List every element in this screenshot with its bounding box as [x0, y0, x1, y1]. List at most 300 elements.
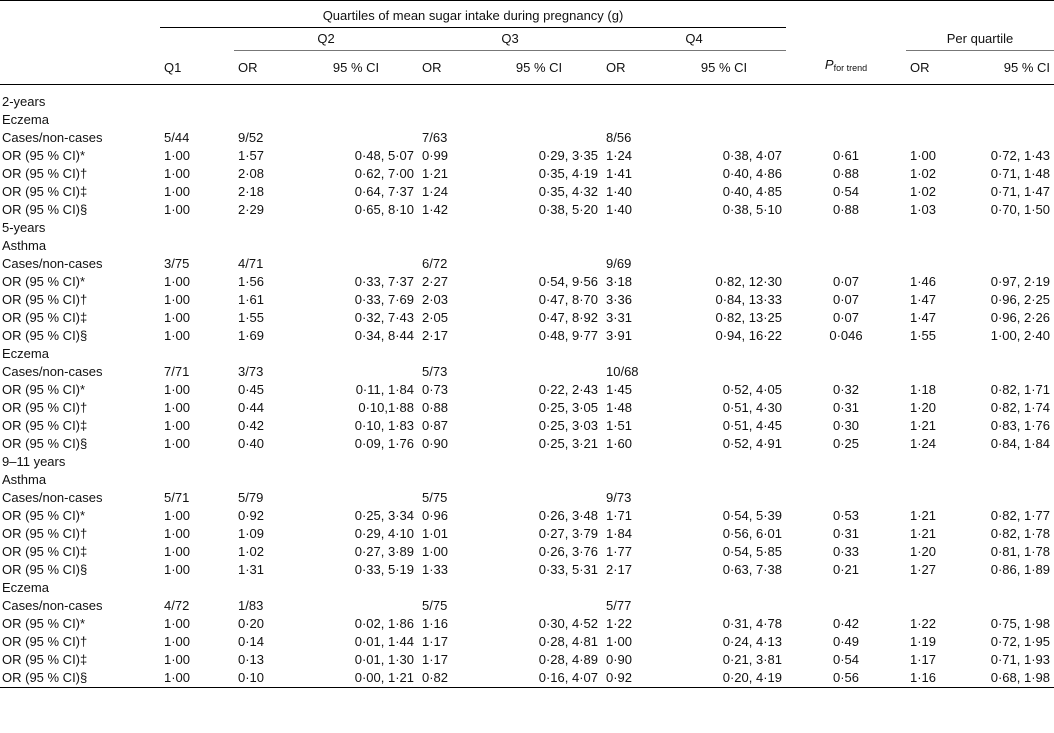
q3-or-value: 2·27 — [422, 273, 449, 289]
q2-or-value: 2·18 — [238, 183, 265, 199]
q2-ci-value: 0·00, 1·21 — [354, 669, 414, 685]
q4-ci-value: 0·20, 4·19 — [722, 669, 782, 685]
q2-or-value: 0·14 — [238, 633, 265, 649]
p-trend-value: 0·31 — [832, 399, 860, 415]
cases-q4: 9/73 — [606, 489, 632, 505]
q2-ci-value: 0·27, 3·89 — [354, 543, 414, 559]
q2-or-value: 0·40 — [238, 435, 265, 451]
q4-ci-value: 0·52, 4·91 — [722, 435, 782, 451]
q4-ci-value: 0·84, 13·33 — [715, 291, 782, 307]
q2-ci-value: 0·25, 3·34 — [354, 507, 414, 523]
row-label: OR (95 % CI)‡ — [2, 309, 88, 325]
p-trend-value: 0·88 — [832, 201, 860, 217]
section-row — [0, 219, 1054, 237]
section-row — [0, 453, 1054, 471]
cases-q1: 5/71 — [164, 489, 190, 505]
p-trend-value: 0·33 — [832, 543, 860, 559]
cases-row — [0, 363, 1054, 381]
pq-or-value: 1·02 — [910, 165, 937, 181]
table-row — [0, 201, 1054, 219]
table-row — [0, 147, 1054, 165]
q3-ci-value: 0·48, 9·77 — [538, 327, 598, 343]
cases-q1: 7/71 — [164, 363, 190, 379]
q4-ci-value: 0·31, 4·78 — [722, 615, 782, 631]
pq-or-value: 1·47 — [910, 309, 937, 325]
row-label: OR (95 % CI)‡ — [2, 543, 88, 559]
q4-or-value: 1·45 — [606, 381, 633, 397]
group-row — [0, 471, 1054, 489]
q2-or-value: 1·55 — [238, 309, 265, 325]
p-trend-header — [786, 51, 906, 85]
q3-or-value: 0·99 — [422, 147, 449, 163]
row-label: OR (95 % CI)‡ — [2, 417, 88, 433]
pq-or-value: 1·24 — [910, 435, 937, 451]
pq-ci-value: 0·96, 2·25 — [990, 291, 1050, 307]
table-body — [0, 93, 1054, 688]
row-label: OR (95 % CI)‡ — [2, 651, 88, 667]
cases-q4: 10/68 — [606, 363, 639, 379]
q1-value: 1·00 — [164, 183, 191, 199]
table-row — [0, 669, 1054, 688]
q3-ci-value: 0·29, 3·35 — [538, 147, 598, 163]
q4-or-value: 0·90 — [606, 651, 633, 667]
group-row — [0, 345, 1054, 363]
cases-q2: 4/71 — [238, 255, 264, 271]
q2-or-value: 1·09 — [238, 525, 265, 541]
pq-ci-value: 0·82, 1·74 — [990, 399, 1050, 415]
table-row — [0, 615, 1054, 633]
pq-ci-value: 0·97, 2·19 — [990, 273, 1050, 289]
row-label: OR (95 % CI)* — [2, 147, 86, 163]
q3-ci-value: 0·28, 4·81 — [538, 633, 598, 649]
q4-or-value: 3·18 — [606, 273, 633, 289]
group-row — [0, 579, 1054, 597]
q3-or-value: 1·42 — [422, 201, 449, 217]
q2-ci-value: 0·65, 8·10 — [354, 201, 414, 217]
pq-ci-value: 0·82, 1·71 — [990, 381, 1050, 397]
q1-value: 1·00 — [164, 507, 191, 523]
q3-ci-value: 0·33, 5·31 — [538, 561, 598, 577]
table-row — [0, 543, 1054, 561]
q4-or-value: 3·91 — [606, 327, 633, 343]
pq-or-value: 1·19 — [910, 633, 937, 649]
row-label: OR (95 % CI)‡ — [2, 183, 88, 199]
q3-ci-value: 0·25, 3·03 — [538, 417, 598, 433]
pq-ci-header: 95 % CI — [1003, 59, 1050, 75]
p-trend-value: 0·54 — [832, 651, 860, 667]
q2-or-value: 1·56 — [238, 273, 265, 289]
q2-or-value: 0·45 — [238, 381, 265, 397]
q1-value: 1·00 — [164, 435, 191, 451]
table-row — [0, 165, 1054, 183]
q3-or-value: 0·88 — [422, 399, 449, 415]
q4-ci-value: 0·40, 4·86 — [722, 165, 782, 181]
q4-ci-value: 0·51, 4·45 — [722, 417, 782, 433]
table-row — [0, 417, 1054, 435]
q1-value: 1·00 — [164, 615, 191, 631]
q2-or-value: 0·42 — [238, 417, 265, 433]
q4-or-value: 1·71 — [606, 507, 633, 523]
q3-or-value: 0·96 — [422, 507, 449, 523]
pq-ci-value: 0·82, 1·78 — [990, 525, 1050, 541]
q4-or-value: 0·92 — [606, 669, 633, 685]
cases-row — [0, 255, 1054, 273]
p-trend-sub: for trend — [833, 62, 868, 73]
q4-or-value: 1·41 — [606, 165, 633, 181]
cases-q1: 5/44 — [164, 129, 190, 145]
row-label: OR (95 % CI)§ — [2, 435, 88, 451]
q3-ci-value: 0·22, 2·43 — [538, 381, 598, 397]
pq-or-value: 1·27 — [910, 561, 937, 577]
empty-cell — [786, 129, 1054, 147]
p-trend-value: 0·88 — [832, 165, 860, 181]
row-label: OR (95 % CI)† — [2, 291, 88, 307]
p-trend-value: 0·32 — [832, 381, 860, 397]
row-label: Cases/non-cases — [2, 363, 103, 379]
pq-ci-value: 0·71, 1·93 — [990, 651, 1050, 667]
p-trend-value: 0·49 — [832, 633, 860, 649]
q2-ci-value: 0·32, 7·43 — [354, 309, 414, 325]
row-label: OR (95 % CI)§ — [2, 327, 88, 343]
q2-ci-value: 0·11, 1·84 — [355, 381, 414, 397]
cases-q4: 5/77 — [606, 597, 632, 613]
pq-or-value: 1·21 — [910, 417, 937, 433]
pq-ci-value: 0·72, 1·43 — [990, 147, 1050, 163]
cases-q2: 3/73 — [238, 363, 264, 379]
row-label: OR (95 % CI)† — [2, 165, 88, 181]
group-title: Asthma — [2, 471, 47, 487]
row-label: OR (95 % CI)† — [2, 399, 88, 415]
q3-ci-value: 0·54, 9·56 — [538, 273, 598, 289]
q1-value: 1·00 — [164, 201, 191, 217]
table-row — [0, 309, 1054, 327]
q4-ci-value: 0·38, 4·07 — [722, 147, 782, 163]
q1-value: 1·00 — [164, 561, 191, 577]
group-row — [0, 237, 1054, 255]
table-row — [0, 291, 1054, 309]
q4-ci-header: 95 % CI — [700, 59, 748, 75]
row-label: Cases/non-cases — [2, 489, 103, 505]
q4-or-value: 1·84 — [606, 525, 633, 541]
q4-ci-value: 0·63, 7·38 — [722, 561, 782, 577]
p-trend-value: 0·07 — [832, 291, 860, 307]
p-trend-value: 0·046 — [829, 327, 863, 343]
q1-value: 1·00 — [164, 381, 191, 397]
section-row — [0, 93, 1054, 111]
pq-ci-value: 0·71, 1·48 — [990, 165, 1050, 181]
q3-or-value: 0·82 — [422, 669, 449, 685]
q1-value: 1·00 — [164, 291, 191, 307]
q3-ci-value: 0·16, 4·07 — [538, 669, 598, 685]
q2-ci-value: 0·64, 7·37 — [354, 183, 414, 199]
q2-or-value: 1·57 — [238, 147, 265, 163]
q2-ci-value: 0·34, 8·44 — [354, 327, 414, 343]
q2-or-value: 2·08 — [238, 165, 265, 181]
pq-or-value: 1·21 — [910, 507, 937, 523]
q3-ci-value: 0·47, 8·92 — [538, 309, 598, 325]
pq-ci-value: 0·70, 1·50 — [990, 201, 1050, 217]
p-trend-value: 0·30 — [832, 417, 860, 433]
table-row — [0, 381, 1054, 399]
cases-q2: 5/79 — [238, 489, 264, 505]
q2-ci-value: 0·09, 1·76 — [354, 435, 414, 451]
q2-or-value: 1·61 — [238, 291, 265, 307]
p-trend-value: 0·21 — [832, 561, 860, 577]
q2-ci-value: 0·10,1·88 — [358, 399, 414, 415]
row-label: OR (95 % CI)* — [2, 381, 86, 397]
p-trend-main: P — [824, 56, 834, 72]
row-label: OR (95 % CI)* — [2, 507, 86, 523]
q3-ci-value: 0·26, 3·48 — [538, 507, 598, 523]
q2-ci-value: 0·48, 5·07 — [354, 147, 414, 163]
q3-ci-value: 0·35, 4·19 — [538, 165, 598, 181]
row-label: OR (95 % CI)† — [2, 633, 88, 649]
q1-value: 1·00 — [164, 309, 191, 325]
pq-or-value: 1·18 — [910, 381, 937, 397]
pq-or-value: 1·47 — [910, 291, 937, 307]
q2-ci-value: 0·29, 4·10 — [354, 525, 414, 541]
q4-or-value: 1·48 — [606, 399, 633, 415]
table-row — [0, 633, 1054, 651]
pq-or-value: 1·20 — [910, 543, 937, 559]
q3-or-header: OR — [422, 59, 442, 75]
pq-ci-value: 0·86, 1·89 — [990, 561, 1050, 577]
q2-or-value: 1·31 — [238, 561, 265, 577]
row-label: OR (95 % CI)† — [2, 525, 88, 541]
group-title: Eczema — [2, 111, 49, 127]
p-trend-value: 0·42 — [832, 615, 860, 631]
q3-or-value: 1·33 — [422, 561, 449, 577]
q1-header: Q1 — [164, 59, 182, 75]
q3-or-value: 1·16 — [422, 615, 449, 631]
q3-ci-value: 0·38, 5·20 — [538, 201, 598, 217]
q3-or-value: 0·90 — [422, 435, 449, 451]
q3-ci-value: 0·26, 3·76 — [538, 543, 598, 559]
q2-ci-value: 0·01, 1·44 — [354, 633, 414, 649]
group-title: Eczema — [2, 579, 49, 595]
q4-or-value: 1·60 — [606, 435, 633, 451]
pq-or-value: 1·21 — [910, 525, 937, 541]
q3-ci-value: 0·27, 3·79 — [538, 525, 598, 541]
q1-value: 1·00 — [164, 327, 191, 343]
q2-or-value: 0·10 — [238, 669, 265, 685]
group-title: Quartiles of mean sugar intake during pregnancy (g) — [160, 1, 786, 28]
p-trend-value: 0·25 — [832, 435, 860, 451]
q4-or-value: 2·17 — [606, 561, 633, 577]
q2-ci-value: 0·10, 1·83 — [354, 417, 414, 433]
q3-or-value: 1·17 — [422, 651, 449, 667]
q4-or-value: 1·77 — [606, 543, 633, 559]
q4-ci-value: 0·82, 13·25 — [715, 309, 782, 325]
pq-or-value: 1·20 — [910, 399, 937, 415]
row-label: OR (95 % CI)§ — [2, 669, 88, 685]
q3-or-value: 2·05 — [422, 309, 449, 325]
p-trend-value: 0·07 — [832, 273, 860, 289]
cases-q4: 8/56 — [606, 129, 632, 145]
table-row — [0, 183, 1054, 201]
q2-ci-header: 95 % CI — [332, 59, 380, 75]
row-label: Cases/non-cases — [2, 129, 103, 145]
pq-ci-value: 0·72, 1·95 — [990, 633, 1050, 649]
p-trend-value: 0·53 — [832, 507, 860, 523]
empty-cell — [786, 255, 1054, 273]
q4-or-value: 1·40 — [606, 201, 633, 217]
pq-or-value: 1·55 — [910, 327, 937, 343]
q3-or-value: 1·21 — [422, 165, 449, 181]
q1-value: 1·00 — [164, 273, 191, 289]
cases-q3: 6/72 — [422, 255, 448, 271]
p-trend-value: 0·31 — [832, 525, 860, 541]
q3-ci-value: 0·28, 4·89 — [538, 651, 598, 667]
q4-header: Q4 — [602, 28, 786, 51]
q3-or-value: 0·73 — [422, 381, 449, 397]
q3-or-value: 2·03 — [422, 291, 449, 307]
pq-or-value: 1·03 — [910, 201, 937, 217]
p-trend-value: 0·07 — [832, 309, 860, 325]
section-title: 5-years — [2, 219, 46, 235]
cases-q2: 1/83 — [238, 597, 264, 613]
per-quartile-header: Per quartile — [906, 28, 1054, 51]
row-label: OR (95 % CI)* — [2, 273, 86, 289]
q2-or-value: 0·92 — [238, 507, 265, 523]
pq-ci-value: 0·83, 1·76 — [990, 417, 1050, 433]
group-row — [0, 111, 1054, 129]
cases-q3: 7/63 — [422, 129, 448, 145]
table-row — [0, 399, 1054, 417]
q4-or-value: 3·36 — [606, 291, 633, 307]
q4-or-value: 1·51 — [606, 417, 633, 433]
table-row — [0, 273, 1054, 291]
pq-or-value: 1·00 — [910, 147, 937, 163]
pq-ci-value: 0·96, 2·26 — [990, 309, 1050, 325]
q2-or-value: 0·13 — [238, 651, 265, 667]
q3-or-value: 1·01 — [422, 525, 449, 541]
q2-or-value: 0·20 — [238, 615, 265, 631]
q4-ci-value: 0·54, 5·85 — [722, 543, 782, 559]
cases-row — [0, 129, 1054, 147]
p-trend-value: 0·61 — [832, 147, 860, 163]
q4-or-header: OR — [606, 59, 626, 75]
pq-ci-value: 0·68, 1·98 — [990, 669, 1050, 685]
q4-ci-value: 0·24, 4·13 — [722, 633, 782, 649]
cases-q4: 9/69 — [606, 255, 632, 271]
cases-q1: 4/72 — [164, 597, 190, 613]
pq-or-value: 1·22 — [910, 615, 937, 631]
pq-or-value: 1·17 — [910, 651, 937, 667]
cases-q1: 3/75 — [164, 255, 190, 271]
q1-value: 1·00 — [164, 399, 191, 415]
row-label: Cases/non-cases — [2, 597, 103, 613]
q3-or-value: 1·24 — [422, 183, 449, 199]
pq-ci-value: 0·75, 1·98 — [990, 615, 1050, 631]
row-label: OR (95 % CI)§ — [2, 561, 88, 577]
q4-ci-value: 0·52, 4·05 — [722, 381, 782, 397]
pq-ci-value: 0·82, 1·77 — [990, 507, 1050, 523]
q4-ci-value: 0·54, 5·39 — [722, 507, 782, 523]
q1-value: 1·00 — [164, 147, 191, 163]
q1-value: 1·00 — [164, 417, 191, 433]
row-label: Cases/non-cases — [2, 255, 103, 271]
q1-value: 1·00 — [164, 651, 191, 667]
q3-ci-value: 0·30, 4·52 — [538, 615, 598, 631]
q4-ci-value: 0·21, 3·81 — [722, 651, 782, 667]
q3-or-value: 1·00 — [422, 543, 449, 559]
q4-or-value: 1·24 — [606, 147, 633, 163]
q3-ci-value: 0·25, 3·05 — [538, 399, 598, 415]
pq-or-value: 1·16 — [910, 669, 937, 685]
group-title: Eczema — [2, 345, 49, 361]
table-row — [0, 561, 1054, 579]
q3-or-value: 1·17 — [422, 633, 449, 649]
table-row — [0, 525, 1054, 543]
cases-q3: 5/75 — [422, 597, 448, 613]
q4-or-value: 1·22 — [606, 615, 633, 631]
q4-or-value: 1·40 — [606, 183, 633, 199]
cases-row — [0, 597, 1054, 615]
q1-value: 1·00 — [164, 543, 191, 559]
q2-or-value: 1·69 — [238, 327, 265, 343]
cases-q3: 5/75 — [422, 489, 448, 505]
row-label: OR (95 % CI)§ — [2, 201, 88, 217]
q2-or-value: 2·29 — [238, 201, 265, 217]
empty-cell — [786, 489, 1054, 507]
q2-or-header: OR — [238, 59, 258, 75]
q3-or-value: 0·87 — [422, 417, 449, 433]
table-row — [0, 435, 1054, 453]
q2-or-value: 0·44 — [238, 399, 265, 415]
q4-ci-value: 0·82, 12·30 — [715, 273, 782, 289]
q2-ci-value: 0·01, 1·30 — [354, 651, 414, 667]
empty-cell — [786, 597, 1054, 615]
q4-ci-value: 0·38, 5·10 — [722, 201, 782, 217]
p-trend-value: 0·54 — [832, 183, 860, 199]
q2-ci-value: 0·33, 5·19 — [354, 561, 414, 577]
group-title: Asthma — [2, 237, 47, 253]
q3-ci-value: 0·25, 3·21 — [538, 435, 598, 451]
q1-value: 1·00 — [164, 525, 191, 541]
q3-ci-value: 0·35, 4·32 — [538, 183, 598, 199]
q1-value: 1·00 — [164, 165, 191, 181]
pq-or-header: OR — [910, 59, 930, 75]
q4-or-value: 1·00 — [606, 633, 633, 649]
q2-header: Q2 — [234, 28, 418, 51]
q2-ci-value: 0·02, 1·86 — [354, 615, 414, 631]
section-title: 2-years — [2, 93, 46, 109]
q4-ci-value: 0·94, 16·22 — [715, 327, 782, 343]
p-trend-value: 0·56 — [832, 669, 860, 685]
pq-ci-value: 0·71, 1·47 — [990, 183, 1050, 199]
cases-q2: 9/52 — [238, 129, 264, 145]
q3-ci-header: 95 % CI — [515, 59, 563, 75]
q4-or-value: 3·31 — [606, 309, 633, 325]
q4-ci-value: 0·40, 4·85 — [722, 183, 782, 199]
pq-or-value: 1·02 — [910, 183, 937, 199]
q2-ci-value: 0·33, 7·37 — [354, 273, 414, 289]
q3-ci-value: 0·47, 8·70 — [538, 291, 598, 307]
pq-ci-value: 0·81, 1·78 — [990, 543, 1050, 559]
table-row — [0, 327, 1054, 345]
pq-ci-value: 0·84, 1·84 — [990, 435, 1050, 451]
section-title: 9–11 years — [2, 453, 66, 469]
q1-value: 1·00 — [164, 633, 191, 649]
row-label: OR (95 % CI)* — [2, 615, 86, 631]
cases-q3: 5/73 — [422, 363, 448, 379]
empty-cell — [786, 363, 1054, 381]
q1-value: 1·00 — [164, 669, 191, 685]
q2-ci-value: 0·62, 7·00 — [354, 165, 414, 181]
q2-ci-value: 0·33, 7·69 — [354, 291, 414, 307]
table-row — [0, 651, 1054, 669]
